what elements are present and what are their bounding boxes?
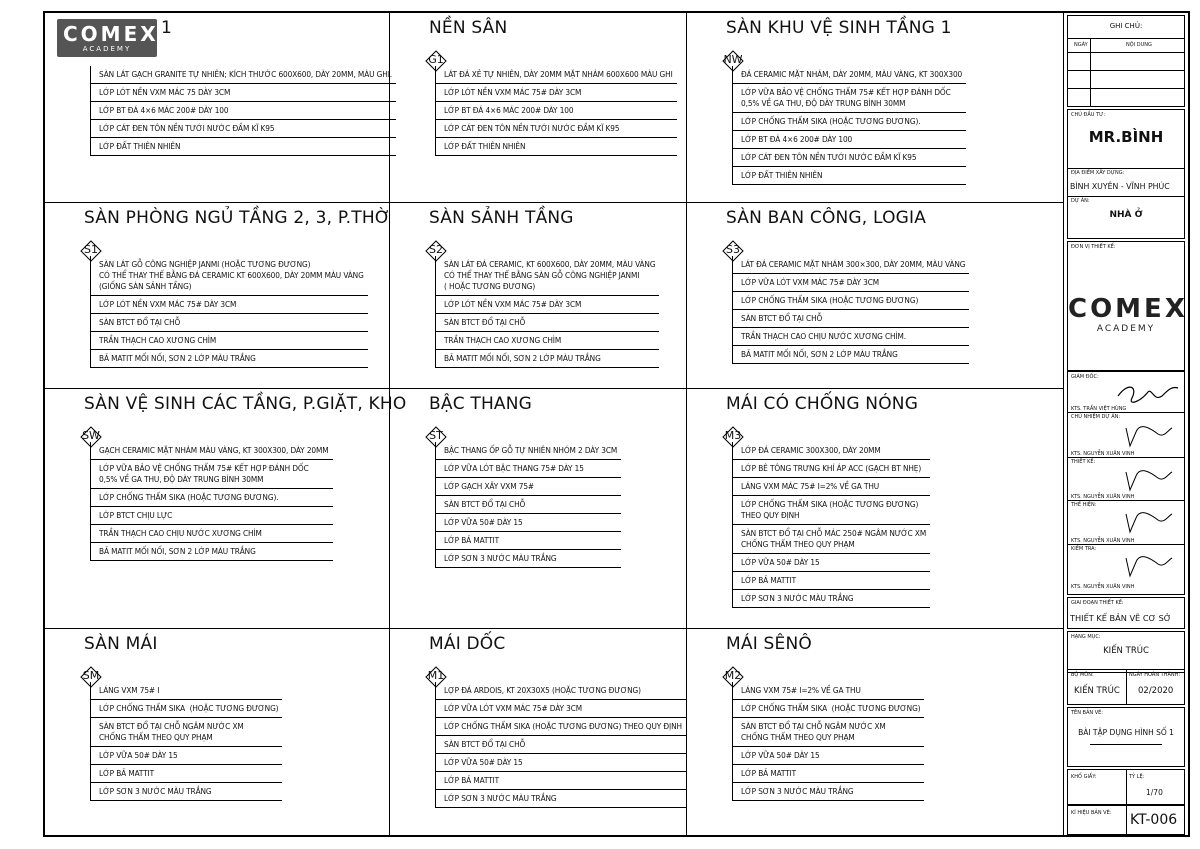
detail-title: MÁI CÓ CHỐNG NÓNG xyxy=(726,394,919,414)
layer-item: LỚP CHỐNG THẤM SIKA (HOẶC TƯƠNG ĐƯƠNG). xyxy=(733,113,966,131)
layer-item: LÁNG VXM MÁC 75# I=2% VỀ GA THU xyxy=(733,478,930,496)
project-value: NHÀ Ở xyxy=(1109,210,1143,220)
dept-value: KIẾN TRÚC xyxy=(1074,686,1120,696)
pm-label: CHỦ NHIỆM DỰ ÁN: xyxy=(1071,414,1121,420)
layer-item: LỢP ĐÁ ARDOIS, KT 20X30X5 (HOẶC TƯƠNG ĐƯƠNG) xyxy=(436,682,686,700)
detail-tag-label: NW xyxy=(723,53,743,66)
layer-list xyxy=(90,442,333,561)
layer-item: LÁNG VXM 75# I xyxy=(91,682,282,700)
grid-divider xyxy=(44,388,1064,389)
layer-item: LỚP SƠN 3 NƯỚC MÀU TRẮNG xyxy=(91,783,282,801)
layer-item: BẬC THANG ỐP GỖ TỰ NHIÊN NHÓM 2 DÀY 3CM xyxy=(436,442,621,460)
layer-list xyxy=(732,442,930,608)
dept-label: BỘ MÔN: xyxy=(1071,672,1094,678)
detail-tag-label: SW xyxy=(82,429,100,442)
drawing-name-box xyxy=(1067,707,1185,767)
layer-item: LỚP VỮA LÓT BẬC THANG 75# DÀY 15 xyxy=(436,460,621,478)
layer-item: LỚP SƠN 3 NƯỚC MÀU TRẮNG xyxy=(436,550,621,568)
layer-item: SÀN BTCT ĐỔ TẠI CHỖ xyxy=(436,496,621,514)
layer-item: LỚP BẢ MATTIT xyxy=(436,532,621,550)
layer-item: LỚP ĐẤT THIÊN NHIÊN xyxy=(91,138,396,156)
detail-title: NỀN SÂN xyxy=(429,18,508,38)
grid-divider xyxy=(1063,12,1064,837)
layer-item: LỚP LÓT NỀN VXM MÁC 75# DÀY 3CM xyxy=(436,296,659,314)
grid-divider xyxy=(44,202,1064,203)
layer-item: LỚP BÊ TÔNG TRƯNG KHÍ ÁP ACC (GẠCH BT NHẸ) xyxy=(733,460,930,478)
layer-item: LỚP LÓT NỀN VXM MÁC 75# DÀY 3CM xyxy=(436,84,677,102)
checker-label: KIỂM TRA: xyxy=(1071,546,1097,552)
layer-list xyxy=(732,682,924,801)
logo-sub: ACADEMY xyxy=(82,45,132,53)
layer-list xyxy=(90,682,282,801)
layer-item: LỚP CÁT ĐEN TÔN NỀN TƯỚI NƯỚC ĐẦM KĨ K95 xyxy=(733,149,966,167)
layer-item: LÁNG VXM 75# I=2% VỀ GA THU xyxy=(733,682,924,700)
drafter-name: KTS. NGUYỄN XUÂN VINH xyxy=(1071,538,1135,544)
signature-director xyxy=(1068,372,1184,596)
detail-title: SÀN PHÒNG NGỦ TẦNG 2, 3, P.THỜ xyxy=(84,208,391,228)
layer-item: LỚP CHỐNG THẤM SIKA (HOẶC TƯƠNG ĐƯƠNG) xyxy=(733,700,924,718)
layer-item: SÀN LÁT GỖ CÔNG NGHIỆP JANMI (HOẶC TƯƠNG ĐƯƠNG) CÓ THỂ THAY THẾ BẰNG ĐÁ CERAMIC KT 600X600, DÀY 20MM MÀU VÀNG (GIỐNG SÀN SẢNH TẦNG) xyxy=(91,256,368,296)
layer-item: LỚP BT ĐÁ 4×6 200# DÀY 100 xyxy=(733,131,966,149)
detail-title: SÀN BAN CÔNG, LOGIA xyxy=(726,208,927,228)
director-name: KTS. TRẦN VIỆT HÙNG xyxy=(1071,406,1127,412)
detail-title: SÀN KHU VỆ SINH TẦNG 1 xyxy=(726,18,952,38)
category-label: HẠNG MỤC: xyxy=(1071,634,1101,640)
layer-item: BẢ MATIT MỐI NỐI, SƠN 2 LỚP MÀU TRẮNG xyxy=(436,350,659,368)
design-label: THIẾT KẾ: xyxy=(1071,459,1096,465)
layer-item: LỚP LÓT NỀN VXM MÁC 75 DÀY 3CM xyxy=(91,84,396,102)
layer-item: LỚP ĐÁ CERAMIC 300X300, DÀY 20MM xyxy=(733,442,930,460)
layer-item: LỚP CHỐNG THẤM SIKA (HOẶC TƯƠNG ĐƯƠNG). xyxy=(91,489,333,507)
layer-item: GẠCH CERAMIC MẶT NHÁM MÀU VÀNG, KT 300X300, DÀY 20MM xyxy=(91,442,333,460)
layer-item: LỚP VỮA LÓT VXM MÁC 75# DÀY 3CM xyxy=(733,274,969,292)
detail-tag-label: S3 xyxy=(726,243,740,256)
layer-list xyxy=(90,256,368,368)
completion-value: 02/2020 xyxy=(1138,686,1174,696)
notes-date-header: NGÀY xyxy=(1074,42,1088,48)
grid-divider xyxy=(44,628,1064,629)
layer-list xyxy=(732,256,969,364)
detail-title: SÀN VỆ SINH CÁC TẦNG, P.GIẶT, KHO xyxy=(84,394,407,414)
layer-item: LỚP ĐẤT THIÊN NHIÊN xyxy=(733,167,966,185)
detail-title: SÀN SẢNH TẦNG xyxy=(429,208,574,228)
paper-box xyxy=(1067,769,1185,805)
notes-box xyxy=(1067,15,1185,107)
detail-tag-label: M2 xyxy=(724,669,742,682)
grid-divider xyxy=(686,12,687,837)
layer-item: BẢ MATIT MỐI NỐI, SƠN 2 LỚP MÀU TRẮNG xyxy=(733,346,969,364)
layer-item: ĐÁ CERAMIC MẶT NHÁM, DÀY 20MM, MÀU VÀNG, KT 300X300 xyxy=(733,66,966,84)
layer-item: LỚP BT ĐÁ 4×6 MÁC 200# DÀY 100 xyxy=(91,102,396,120)
director-label: GIÁM ĐỐC: xyxy=(1071,374,1099,380)
drawing-code-label: KÍ HIỆU BẢN VẼ: xyxy=(1071,810,1112,816)
detail-title: MÁI DỐC xyxy=(429,634,506,654)
layer-item: LỚP CHỐNG THẤM SIKA (HOẶC TƯƠNG ĐƯƠNG) xyxy=(733,292,969,310)
layer-item: BẢ MATIT MỐI NỐI, SƠN 2 LỚP MÀU TRẮNG xyxy=(91,350,368,368)
layer-item: LÁT ĐÁ CERAMIC MẶT NHÁM 300×300, DÀY 20MM, MÀU VÀNG xyxy=(733,256,969,274)
layer-list xyxy=(435,442,621,568)
category-value: KIẾN TRÚC xyxy=(1103,646,1149,656)
project-label: DỰ ÁN: xyxy=(1071,198,1090,204)
layer-list xyxy=(435,256,659,368)
designer-label: ĐƠN VỊ THIẾT KẾ: xyxy=(1071,244,1116,250)
layer-item: LỚP BT ĐÁ 4×6 MÁC 200# DÀY 100 xyxy=(436,102,677,120)
layer-item: LỚP BẢ MATTIT xyxy=(91,765,282,783)
drafter-label: THỂ HIỆN: xyxy=(1071,502,1097,508)
layer-item: LỚP CÁT ĐEN TÔN NỀN TƯỚI NƯỚC ĐẦM KĨ K95 xyxy=(91,120,396,138)
detail-title: BẬC THANG xyxy=(429,394,533,414)
layer-item: LỚP VỮA BẢO VỆ CHỐNG THẤM 75# KẾT HỢP ĐÁNH DỐC 0,5% VỀ GA THU, ĐỘ DÀY TRUNG BÌNH 30MM xyxy=(91,460,333,489)
layer-list xyxy=(435,682,686,808)
detail-title: SÀN MÁI xyxy=(84,634,158,654)
layer-item: SÀN LÁT GẠCH GRANITE TỰ NHIÊN; KÍCH THƯỚC 600X600, DÀY 20MM, MÀU GHI. xyxy=(91,66,396,84)
layer-item: LỚP BẢ MATTIT xyxy=(733,765,924,783)
layer-item: LỚP CHỐNG THẤM SIKA (HOẶC TƯƠNG ĐƯƠNG) THEO QUY ĐỊNH xyxy=(436,718,686,736)
logo-word: COMEX xyxy=(1068,294,1188,324)
layer-item: TRẦN THẠCH CAO CHỊU NƯỚC XƯƠNG CHÌM. xyxy=(733,328,969,346)
phase-label: GIAI ĐOẠN THIẾT KẾ: xyxy=(1071,600,1124,606)
layer-item: LỚP VỮA 50# DÀY 15 xyxy=(436,514,621,532)
pm-name: KTS. NGUYỄN XUÂN VINH xyxy=(1071,451,1135,457)
signatures-box xyxy=(1067,371,1185,595)
category-box xyxy=(1067,631,1185,673)
layer-item: TRẦN THẠCH CAO XƯƠNG CHÌM xyxy=(91,332,368,350)
detail-tag-label: SM xyxy=(82,669,100,682)
layer-item: SÀN BTCT ĐỔ TẠI CHỖ xyxy=(733,310,969,328)
layer-item: LỚP BẢ MATTIT xyxy=(436,772,686,790)
scale-value: 1/70 xyxy=(1146,788,1163,797)
layer-item: LỚP BTCT CHỊU LỰC xyxy=(91,507,333,525)
layer-item: SÀN BTCT ĐỔ TẠI CHỖ NGÂM NƯỚC XM CHỐNG THẤM THEO QUY PHẠM xyxy=(91,718,282,747)
owner-box xyxy=(1067,109,1185,239)
site-label: ĐỊA ĐIỂM XÂY DỰNG: xyxy=(1071,170,1125,176)
layer-item: LỚP VỮA BẢO VỆ CHỐNG THẤM 75# KẾT HỢP ĐÁNH DỐC 0,5% VỀ GA THU, ĐỘ DÀY TRUNG BÌNH 30MM xyxy=(733,84,966,113)
layer-item: SÀN BTCT ĐỔ TẠI CHỖ xyxy=(91,314,368,332)
checker-name: KTS. NGUYỄN XUÂN VINH xyxy=(1071,584,1135,590)
drawing-name-label: TÊN BẢN VẼ: xyxy=(1071,710,1103,716)
layer-item: SÀN BTCT ĐỔ TẠI CHỖ xyxy=(436,736,686,754)
detail-title: 1 xyxy=(161,18,173,38)
paper-label: KHỔ GIẤY: xyxy=(1071,774,1097,780)
phase-box xyxy=(1067,597,1185,629)
drawing-code-box xyxy=(1067,805,1185,835)
layer-list xyxy=(90,66,396,156)
layer-item: TRẦN THẠCH CAO XƯƠNG CHÌM xyxy=(436,332,659,350)
layer-item: LỚP CHỐNG THẤM SIKA (HOẶC TƯƠNG ĐƯƠNG) THEO QUY ĐỊNH xyxy=(733,496,930,525)
layer-item: LỚP GẠCH XÂY VXM 75# xyxy=(436,478,621,496)
layer-item: LỚP SƠN 3 NƯỚC MÀU TRẮNG xyxy=(436,790,686,808)
owner-name: MR.BÌNH xyxy=(1088,128,1164,146)
layer-item: LỚP VỮA 50# DÀY 15 xyxy=(436,754,686,772)
layer-item: LỚP ĐẤT THIÊN NHIÊN xyxy=(436,138,677,156)
layer-item: LỚP SƠN 3 NƯỚC MÀU TRẮNG xyxy=(733,783,924,801)
design-name: KTS. NGUYỄN XUÂN VINH xyxy=(1071,494,1135,500)
designer-box xyxy=(1067,241,1188,371)
dept-box xyxy=(1067,669,1185,705)
detail-tag-label: S1 xyxy=(84,243,98,256)
site-value: BÌNH XUYÊN - VĨNH PHÚC xyxy=(1070,182,1170,191)
layer-item: SÀN LÁT ĐÁ CERAMIC, KT 600X600, DÀY 20MM, MÀU VÀNG CÓ THỂ THAY THẾ BẰNG SÀN GỖ CÔNG NGHIỆP JANMI ( HOẶC TƯƠNG ĐƯƠNG) xyxy=(436,256,659,296)
detail-tag-label: ST xyxy=(429,429,443,442)
layer-item: LỚP VỮA 50# DÀY 15 xyxy=(91,747,282,765)
layer-item: SÀN BTCT ĐỔ TẠI CHỖ xyxy=(436,314,659,332)
logo-sub: ACADEMY xyxy=(1096,324,1156,334)
layer-item: LỚP CHỐNG THẤM SIKA (HOẶC TƯƠNG ĐƯƠNG) xyxy=(91,700,282,718)
notes-title: GHI CHÚ: xyxy=(1109,22,1143,30)
detail-tag-label: S2 xyxy=(429,243,443,256)
layer-list xyxy=(435,66,677,156)
layer-item: LỚP SƠN 3 NƯỚC MÀU TRẮNG xyxy=(733,590,930,608)
scale-label: TỶ LỆ: xyxy=(1129,774,1145,780)
layer-item: LỚP VỮA 50# DÀY 15 xyxy=(733,747,924,765)
drawing-name-value: BÀI TẬP DỤNG HÌNH SỐ 1 xyxy=(1078,728,1174,737)
layer-item: LỚP BẢ MATTIT xyxy=(733,572,930,590)
phase-value: THIẾT KẾ BẢN VẼ CƠ SỞ xyxy=(1070,613,1172,623)
layer-item: LỚP CÁT ĐEN TÔN NỀN TƯỚI NƯỚC ĐẦM KĨ K95 xyxy=(436,120,677,138)
layer-item: LÁT ĐÁ XẺ TỰ NHIÊN, DÀY 20MM MẶT NHÁM 600X600 MÀU GHI xyxy=(436,66,677,84)
comex-logo-titleblock xyxy=(1068,294,1188,334)
detail-tag-label: M3 xyxy=(724,429,742,442)
layer-item: SÀN BTCT ĐỔ TẠI CHỖ NGÂM NƯỚC XM CHỐNG THẤM THEO QUY PHẠM xyxy=(733,718,924,747)
owner-label: CHỦ ĐẦU TƯ: xyxy=(1071,112,1106,118)
layer-item: TRẦN THẠCH CAO CHỊU NƯỚC XƯƠNG CHÌM xyxy=(91,525,333,543)
drawing-code-value: KT-006 xyxy=(1130,812,1178,828)
layer-item: LỚP VỮA LÓT VXM MÁC 75# DÀY 3CM xyxy=(436,700,686,718)
comex-logo-top xyxy=(57,19,157,57)
layer-item: LỚP LÓT NỀN VXM MÁC 75# DÀY 3CM xyxy=(91,296,368,314)
detail-tag-label: M1 xyxy=(427,669,445,682)
detail-title: MÁI SÊNÔ xyxy=(726,634,812,654)
layer-list xyxy=(732,66,966,185)
completion-label: NGÀY HOÀN THÀNH: xyxy=(1129,672,1181,678)
notes-content-header: NỘI DUNG xyxy=(1126,42,1152,48)
layer-item: LỚP VỮA 50# DÀY 15 xyxy=(733,554,930,572)
layer-item: SÀN BTCT ĐỔ TẠI CHỖ MÁC 250# NGÂM NƯỚC XM CHỐNG THẤM THEO QUY PHẠM xyxy=(733,525,930,554)
logo-word: COMEX xyxy=(63,22,159,46)
layer-item: BẢ MATIT MỐI NỐI, SƠN 2 LỚP MÀU TRẮNG xyxy=(91,543,333,561)
detail-tag-label: G1 xyxy=(428,53,444,66)
